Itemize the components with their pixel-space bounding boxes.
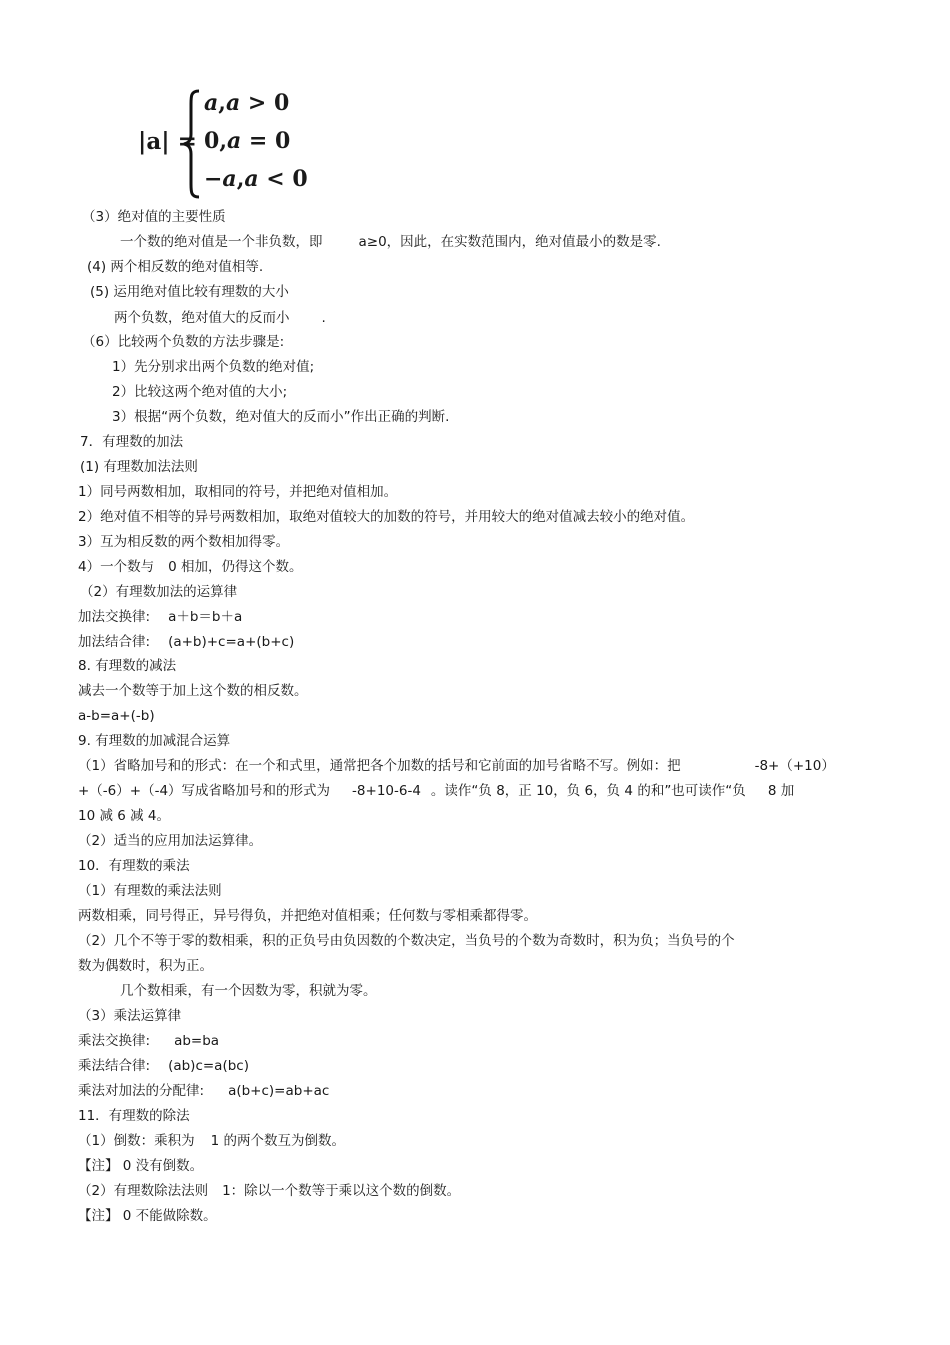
section-heading: 9. 有理数的加减混合运算 <box>78 733 231 749</box>
text-line: 4）一个数与 0 相加，仍得这个数。 <box>78 559 303 575</box>
formula-case-negative: −a,a < 0 <box>204 166 308 192</box>
text-line: （6）比较两个负数的方法步骤是: <box>82 334 285 350</box>
text-line: +（-6）+（-4）写成省略加号和的形式为 -8+10-6-4 。读作“负 8，正 10，负 6，负 4 的和”也可读作“负 8 加 <box>78 783 795 799</box>
text-line: 3）根据“两个负数，绝对值大的反而小”作出正确的判断. <box>112 409 450 425</box>
text-line: (5) 运用绝对值比较有理数的大小 <box>90 284 289 300</box>
text-line: 两个负数，绝对值大的反而小 . <box>114 310 326 326</box>
section-heading: 8. 有理数的减法 <box>78 658 177 674</box>
text-line: （3）乘法运算律 <box>78 1008 182 1024</box>
text-line: 2）绝对值不相等的异号两数相加，取绝对值较大的加数的符号，并用较大的绝对值减去较小的绝对值。 <box>78 509 695 525</box>
text-line: 几个数相乘，有一个因数为零，积就为零。 <box>120 983 377 999</box>
formula-case-zero: 0,a = 0 <box>204 128 291 154</box>
absolute-value-formula <box>138 88 338 200</box>
formula-lhs: |a| = <box>138 128 197 155</box>
formula-case-positive: a,a > 0 <box>204 90 290 116</box>
text-line: （1）倒数：乘积为 1 的两个数互为倒数。 <box>78 1133 345 1149</box>
text-line: 一个数的绝对值是一个非负数，即 a≥0，因此，在实数范围内，绝对值最小的数是零. <box>120 234 661 250</box>
text-line: （1）省略加号和的形式：在一个和式里，通常把各个加数的括号和它前面的加号省略不写。例如：把 -8+（+10） <box>78 758 835 774</box>
text-line: 两数相乘，同号得正，异号得负，并把绝对值相乘；任何数与零相乘都得零。 <box>78 908 537 924</box>
section-heading: 11．有理数的除法 <box>78 1108 190 1124</box>
text-line: 乘法对加法的分配律: a(b+c)=ab+ac <box>78 1083 330 1099</box>
text-line: 减去一个数等于加上这个数的相反数。 <box>78 683 308 699</box>
text-line: 加法交换律: a＋b＝b＋a <box>78 609 243 625</box>
text-line: 2）比较这两个绝对值的大小; <box>112 384 288 400</box>
text-line: (1) 有理数加法法则 <box>80 459 198 475</box>
text-line: a-b=a+(-b) <box>78 708 155 724</box>
left-brace <box>182 88 202 200</box>
text-line: 乘法结合律: (ab)c=a(bc) <box>78 1058 249 1074</box>
text-line: 加法结合律: (a+b)+c=a+(b+c) <box>78 634 295 650</box>
text-line: （2）几个不等于零的数相乘，积的正负号由负因数的个数决定，当负号的个数为奇数时，积为负；当负号的个 <box>78 933 735 949</box>
text-line: （3）绝对值的主要性质 <box>82 209 226 225</box>
text-line: （1）有理数的乘法法则 <box>78 883 222 899</box>
text-line: 10 减 6 减 4。 <box>78 808 171 824</box>
note-line: 【注】 0 不能做除数。 <box>78 1208 217 1224</box>
text-line: （2）有理数加法的运算律 <box>80 584 238 600</box>
text-line: 数为偶数时，积为正。 <box>78 958 213 974</box>
text-line: （2）适当的应用加法运算律。 <box>78 833 263 849</box>
section-heading: 10．有理数的乘法 <box>78 858 190 874</box>
note-line: 【注】 0 没有倒数。 <box>78 1158 204 1174</box>
text-line: (4) 两个相反数的绝对值相等. <box>87 259 264 275</box>
text-line: 1）先分别求出两个负数的绝对值; <box>112 359 315 375</box>
text-line: （2）有理数除法法则 1：除以一个数等于乘以这个数的倒数。 <box>78 1183 461 1199</box>
text-line: 1）同号两数相加，取相同的符号，并把绝对值相加。 <box>78 484 398 500</box>
text-line: 乘法交换律: ab=ba <box>78 1033 220 1049</box>
section-heading: 7．有理数的加法 <box>80 434 184 450</box>
text-line: 3）互为相反数的两个数相加得零。 <box>78 534 290 550</box>
